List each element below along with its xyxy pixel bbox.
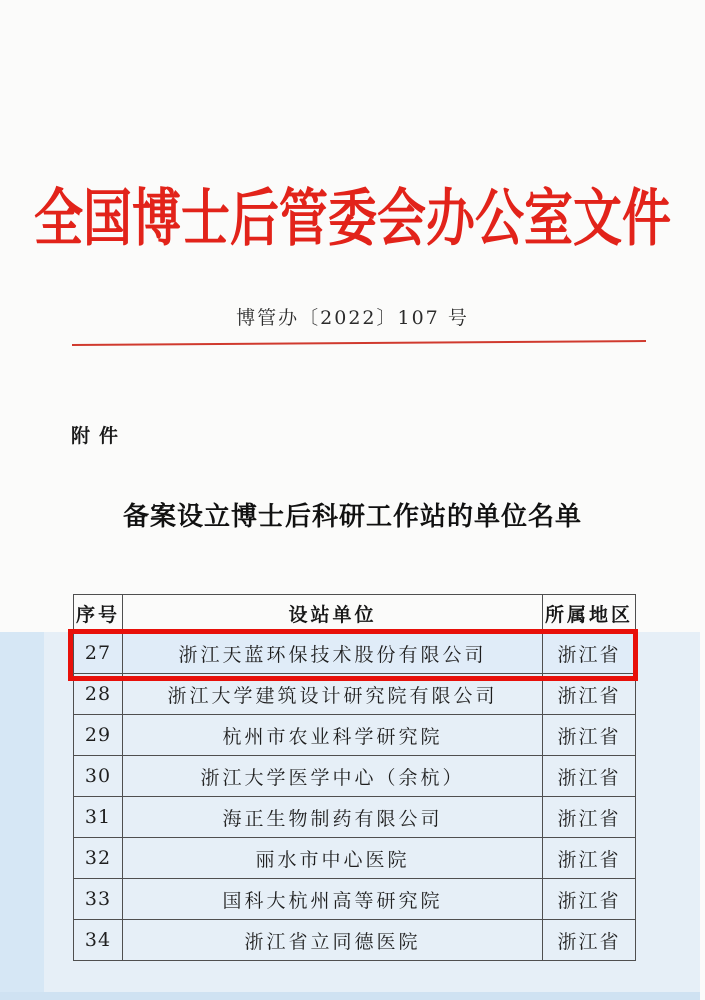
- table-row: [74, 920, 636, 961]
- section-title: 备案设立博士后科研工作站的单位名单: [122, 502, 582, 532]
- scan-blue-band-left: [0, 632, 44, 1000]
- cell-unit-name: 海正生物制药有限公司: [123, 797, 543, 838]
- table-row: [74, 879, 636, 920]
- cell-unit-name: 国科大杭州高等研究院: [123, 879, 543, 920]
- document-number: 博管办〔2022〕107 号: [236, 307, 469, 329]
- scan-blue-strip-bottom: [0, 992, 700, 1000]
- cell-unit-name: 浙江天蓝环保技术股份有限公司: [123, 633, 543, 674]
- cell-region: 浙江省: [543, 838, 636, 879]
- table-row: [74, 674, 636, 715]
- cell-region: 浙江省: [543, 879, 636, 920]
- document-title: 全国博士后管委会办公室文件: [33, 181, 671, 255]
- red-divider-line: [72, 340, 646, 346]
- cell-region: 浙江省: [543, 633, 636, 674]
- column-header-no: 序号: [74, 595, 123, 633]
- cell-serial-number: 31: [74, 797, 123, 838]
- table-row: [74, 797, 636, 838]
- cell-unit-name: 丽水市中心医院: [123, 838, 543, 879]
- table-header-row: [74, 595, 636, 633]
- cell-serial-number: 29: [74, 715, 123, 756]
- table-row: [74, 633, 636, 674]
- cell-serial-number: 28: [74, 674, 123, 715]
- cell-serial-number: 30: [74, 756, 123, 797]
- cell-serial-number: 27: [74, 633, 123, 674]
- cell-unit-name: 浙江省立同德医院: [123, 920, 543, 961]
- cell-serial-number: 33: [74, 879, 123, 920]
- cell-region: 浙江省: [543, 756, 636, 797]
- table-row: [74, 838, 636, 879]
- cell-unit-name: 杭州市农业科学研究院: [123, 715, 543, 756]
- cell-region: 浙江省: [543, 674, 636, 715]
- cell-unit-name: 浙江大学医学中心（余杭）: [123, 756, 543, 797]
- cell-serial-number: 32: [74, 838, 123, 879]
- column-header-region: 所属地区: [543, 595, 636, 633]
- column-header-unit: 设站单位: [123, 595, 543, 633]
- attachment-label: 附件: [71, 425, 128, 447]
- cell-region: 浙江省: [543, 797, 636, 838]
- table-row: [74, 756, 636, 797]
- cell-region: 浙江省: [543, 715, 636, 756]
- cell-serial-number: 34: [74, 920, 123, 961]
- table-row: [74, 715, 636, 756]
- cell-unit-name: 浙江大学建筑设计研究院有限公司: [123, 674, 543, 715]
- units-table: [73, 594, 636, 961]
- cell-region: 浙江省: [543, 920, 636, 961]
